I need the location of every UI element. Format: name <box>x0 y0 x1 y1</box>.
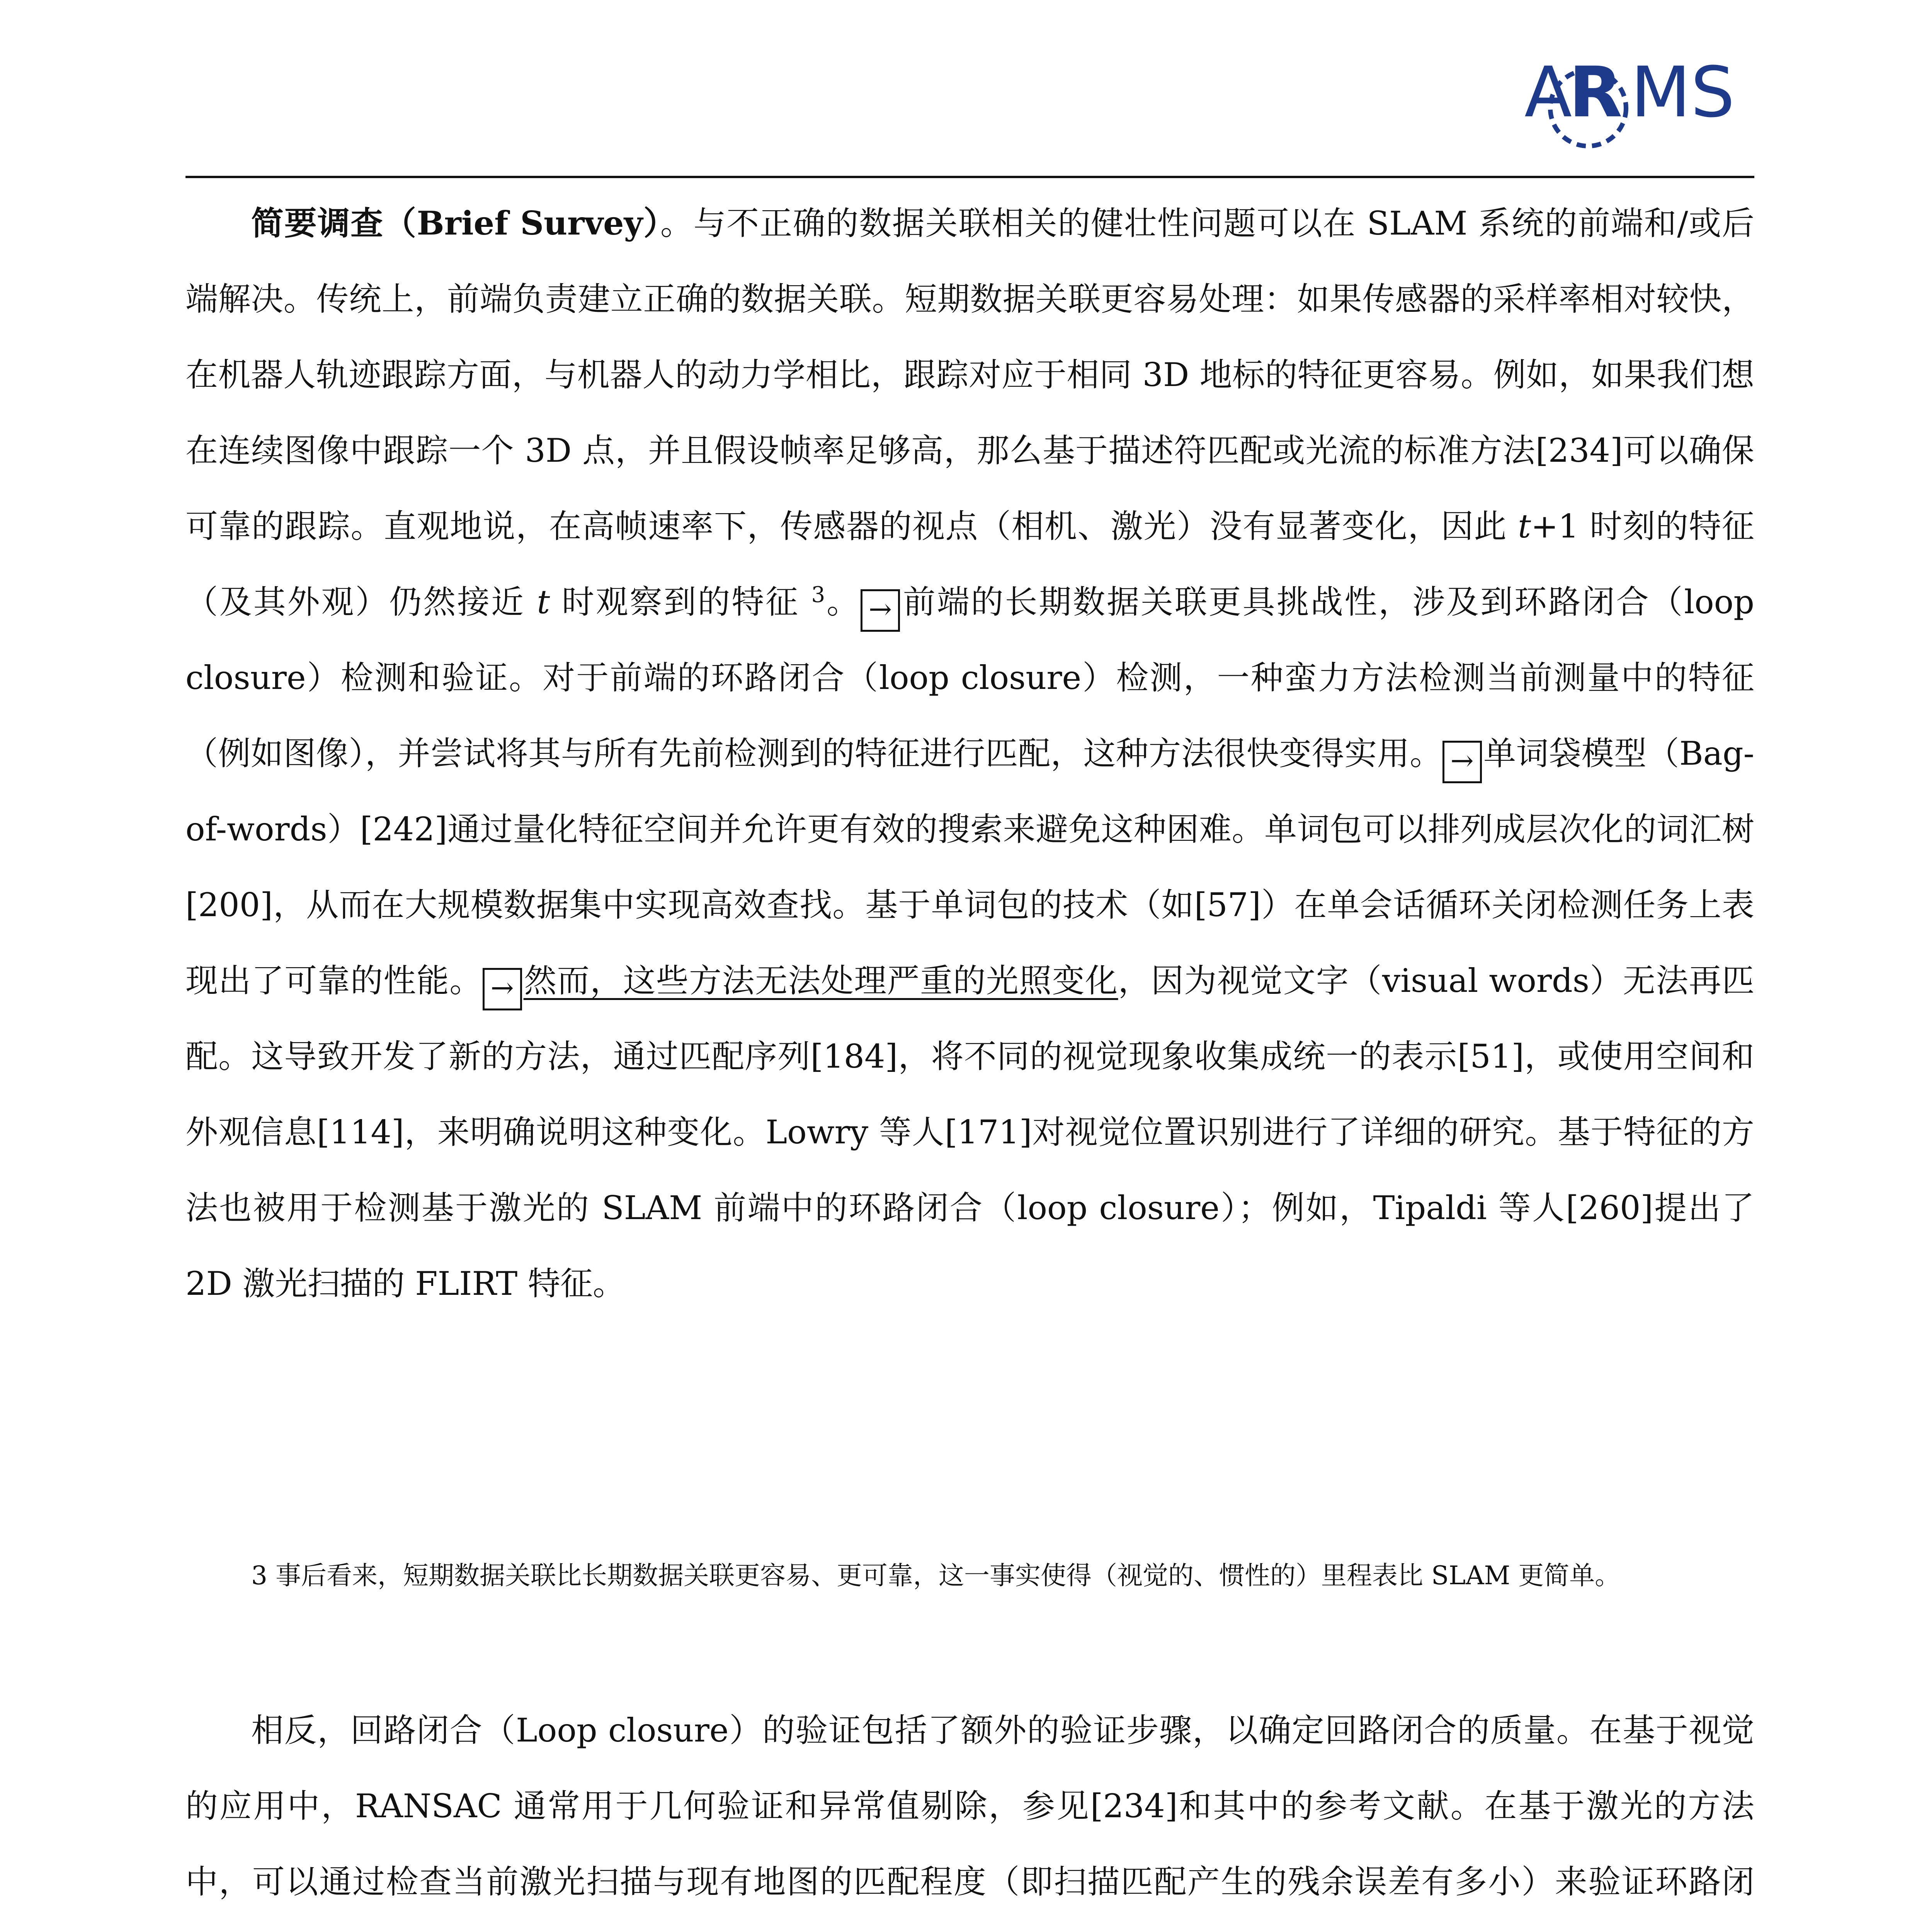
logo-letters-ms: MS <box>1631 52 1735 133</box>
text-run: 。与不正确的数据关联相关的健壮性问题可以在 SLAM 系统的前端和/或后端解决。传统上，前端负责建立正确的数据关联。短期数据关联更容易处理：如果传感器的采样率相对较快，在机器人轨迹跟踪方面，与机器人的动力学相比，跟踪对应于相同 3D 地标的特征更容易。例如，如果我们想在连续图像中跟踪一个 3D 点，并且假设帧率足够高，那么基于描述符匹配或光流的标准方法[234]可以确保可靠的跟踪。直观地说，在高帧速率下，传感器的视点（相机、激光）没有显著变化，因此 <box>185 204 1754 545</box>
text-run: 单词袋模型（Bag-of-words）[242]通过量化特征空间并允许更有效的搜索来避免这种困难。单词包可以排列成层次化的词汇树[200]，从而在大规模数据集中实现高效查找。基于单词包的技术（如[57]）在单会话循环关闭检测任务上表现出了可靠的性能。 <box>185 735 1754 1000</box>
footnote-3: 3 事后看来，短期数据关联比长期数据关联更容易、更可靠，这一事实使得（视觉的、惯性的）里程表比 SLAM 更简单。 <box>251 1561 1621 1590</box>
text-run: +1 时刻的特征（及其外观）仍然接近 <box>185 507 1754 621</box>
text-run: ，因为视觉文字（visual words）无法再匹配。这导致开发了新的方法，通过匹配序列[184]，将不同的视觉现象收集成统一的表示[51]，或使用空间和外观信息[114]，来明确说明这种变化。Lowry 等人[171]对视觉位置识别进行了详细的研究。基于特征的方法也被用于检测基于激光的 SLAM 前端中的环路闭合（loop closure）；例如，Tipaldi 等人[260]提出了 2D 激光扫描的 FLIRT 特征。 <box>185 962 1754 1303</box>
underlined-text: 然而，这些方法无法处理严重的光照变化 <box>523 962 1118 1000</box>
math-var-t: t <box>537 583 550 621</box>
text-run: 前端的长期数据关联更具挑战性，涉及到环路闭合（loop closure）检测和验证。对于前端的环路闭合（loop closure）检测，一种蛮力方法检测当前测量中的特征（例如图像），并尝试将其与所有先前检测到的特征进行匹配，这种方法很快变得实用。 <box>185 583 1755 772</box>
footnote-ref[interactable]: 3 <box>811 582 825 607</box>
text-run: 时观察到的特征 <box>550 583 811 621</box>
main-text-block-2 <box>185 1692 1754 1932</box>
arrow-marker-icon: → <box>483 968 522 1010</box>
header-rule <box>185 176 1754 178</box>
main-text-block-1 <box>185 185 1754 1321</box>
arrow-marker-icon: → <box>861 589 900 632</box>
logo-letter-r: R <box>1569 52 1623 133</box>
math-var-t: t <box>1518 507 1531 545</box>
logo-letter-a: A <box>1524 52 1572 133</box>
arrow-marker-icon: → <box>1442 741 1482 783</box>
text-run: 。 <box>825 583 861 621</box>
brief-survey-heading: 简要调查（Brief Survey） <box>251 204 660 242</box>
paragraph-loop-verification: 相反，回路闭合（Loop closure）的验证包括了额外的验证步骤，以确定回路闭合的质量。在基于视觉的应用中，RANSAC 通常用于几何验证和异常值剔除，参见[234]和其中的参考文献。在基于激光的方法中，可以通过检查当前激光扫描与现有地图的匹配程度（即扫描匹配产生的残余误差有多小）来验证环路闭 <box>185 1711 1754 1901</box>
paragraph-brief-survey <box>185 185 1754 1321</box>
footnote-block <box>185 1546 1754 1606</box>
